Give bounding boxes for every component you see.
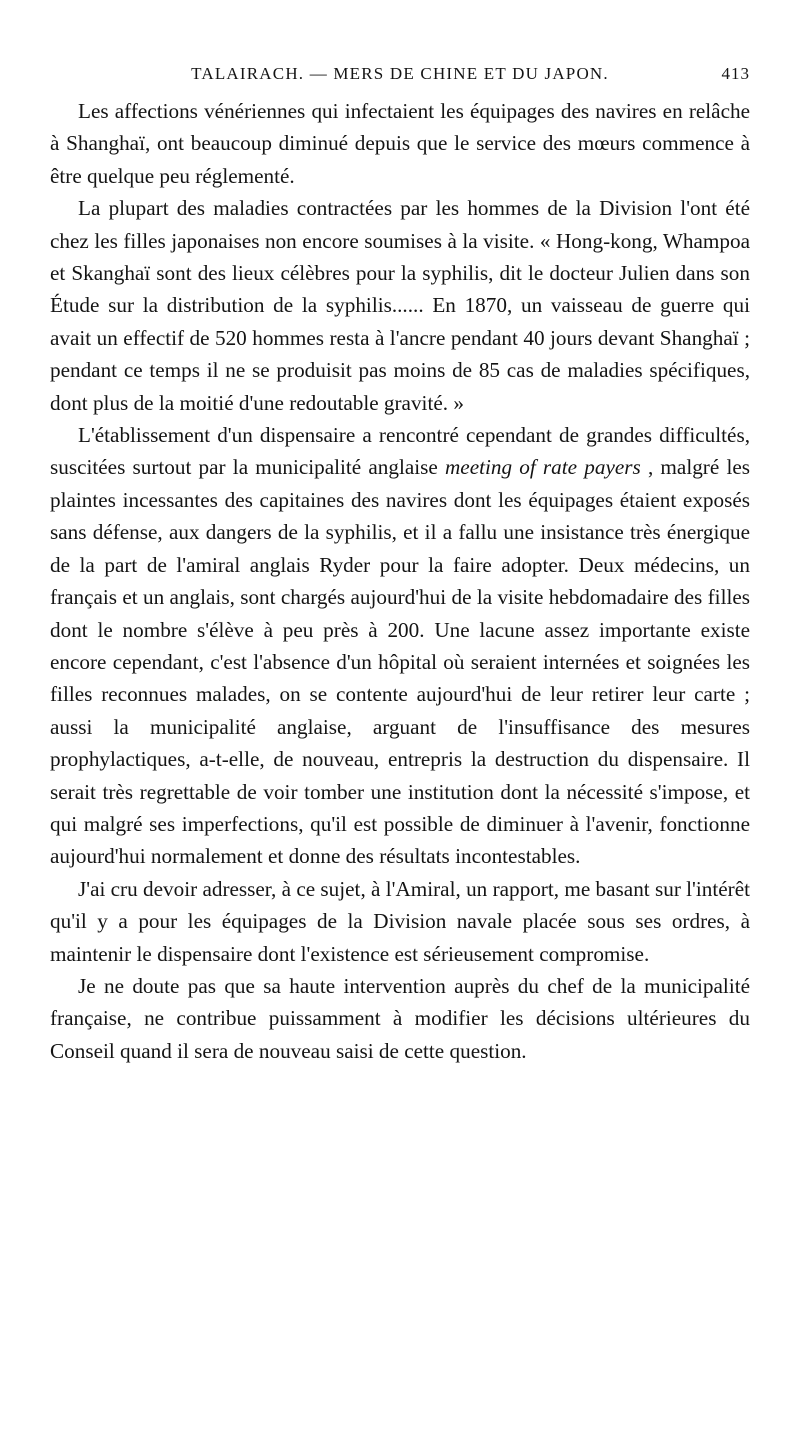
body-text bbox=[50, 95, 750, 1067]
paragraph-dispensary-part-1: L'établissement d'un dispensaire a rencontré cependant de grandes difficultés, suscitées surtout par la municipalité anglaise bbox=[50, 423, 750, 480]
book-page bbox=[50, 50, 750, 1067]
paragraph-venereal-diseases: Les affections vénériennes qui infectaient les équipages des navires en relâche à Shanghaï, ont beaucoup diminué depuis que le service des mœurs commence à être quelque peu réglementé. bbox=[50, 99, 750, 188]
paragraph-dispensary-part-2: , malgré les plaintes incessantes des capitaines des navires dont les équipages étaient exposés sans défense, aux dangers de la syphilis, et il a fallu une insistance très énergique de la part de l'amiral anglais Ryder pour la faire adopter. Deux médecins, un français et un anglais, sont chargés aujourd'hui de la visite hebdomadaire des filles dont le nombre s'élève à peu près à 200. Une lacune assez importante existe encore cependant, c'est l'absence d'un hôpital où seraient internées et soignées les filles reconnues malades, on se contente aujourd'hui de leur retirer leur carte ; aussi la municipalité anglaise, arguant de l'insuffisance des mesures prophylactiques, a-t-elle, de nouveau, entrepris la destruction du dispensaire. Il serait très regrettable de voir tomber une institution dont la nécessité s'impose, et qui malgré ses imperfections, qu'il est possible de diminuer à l'avenir, fonctionne aujourd'hui normalement et donne des résultats incontestables. bbox=[50, 455, 750, 869]
running-title: TALAIRACH. — MERS DE CHINE ET DU JAPON. bbox=[191, 64, 609, 83]
paragraph-dispensary bbox=[50, 419, 750, 873]
paragraph-report-to-admiral: J'ai cru devoir adresser, à ce sujet, à l'Amiral, un rapport, me basant sur l'intérêt qu'il y a pour les équipages de la Division navale placée sous ses ordres, à maintenir le dispensaire dont l'existence est sérieusement compromise. bbox=[50, 876, 750, 966]
page-number: 413 bbox=[721, 64, 750, 83]
meeting-of-rate-payers-italic: meeting of rate payers bbox=[445, 455, 641, 480]
paragraph-municipal-intervention: Je ne doute pas que sa haute intervention auprès du chef de la municipalité française, ne contribue puissamment à modifier les décisions ultérieures du Conseil quand il sera de nouveau saisi de cette question. bbox=[50, 973, 750, 1063]
running-head bbox=[50, 50, 750, 90]
paragraph-japanese-girls: La plupart des maladies contractées par les hommes de la Division l'ont été chez les filles japonaises non encore soumises à la visite. « Hong-kong, Whampoa et Skanghaï sont des lieux célèbres pour la syphilis, dit le docteur Julien dans son Étude sur la distribution de la syphilis...... En 1870, un vaisseau de guerre qui avait un effectif de 520 hommes resta à l'ancre pendant 40 jours devant Shanghaï ; pendant ce temps il ne se produisit pas moins de 85 cas de maladies spécifiques, dont plus de la moitié d'une redoutable gravité. » bbox=[50, 196, 750, 415]
